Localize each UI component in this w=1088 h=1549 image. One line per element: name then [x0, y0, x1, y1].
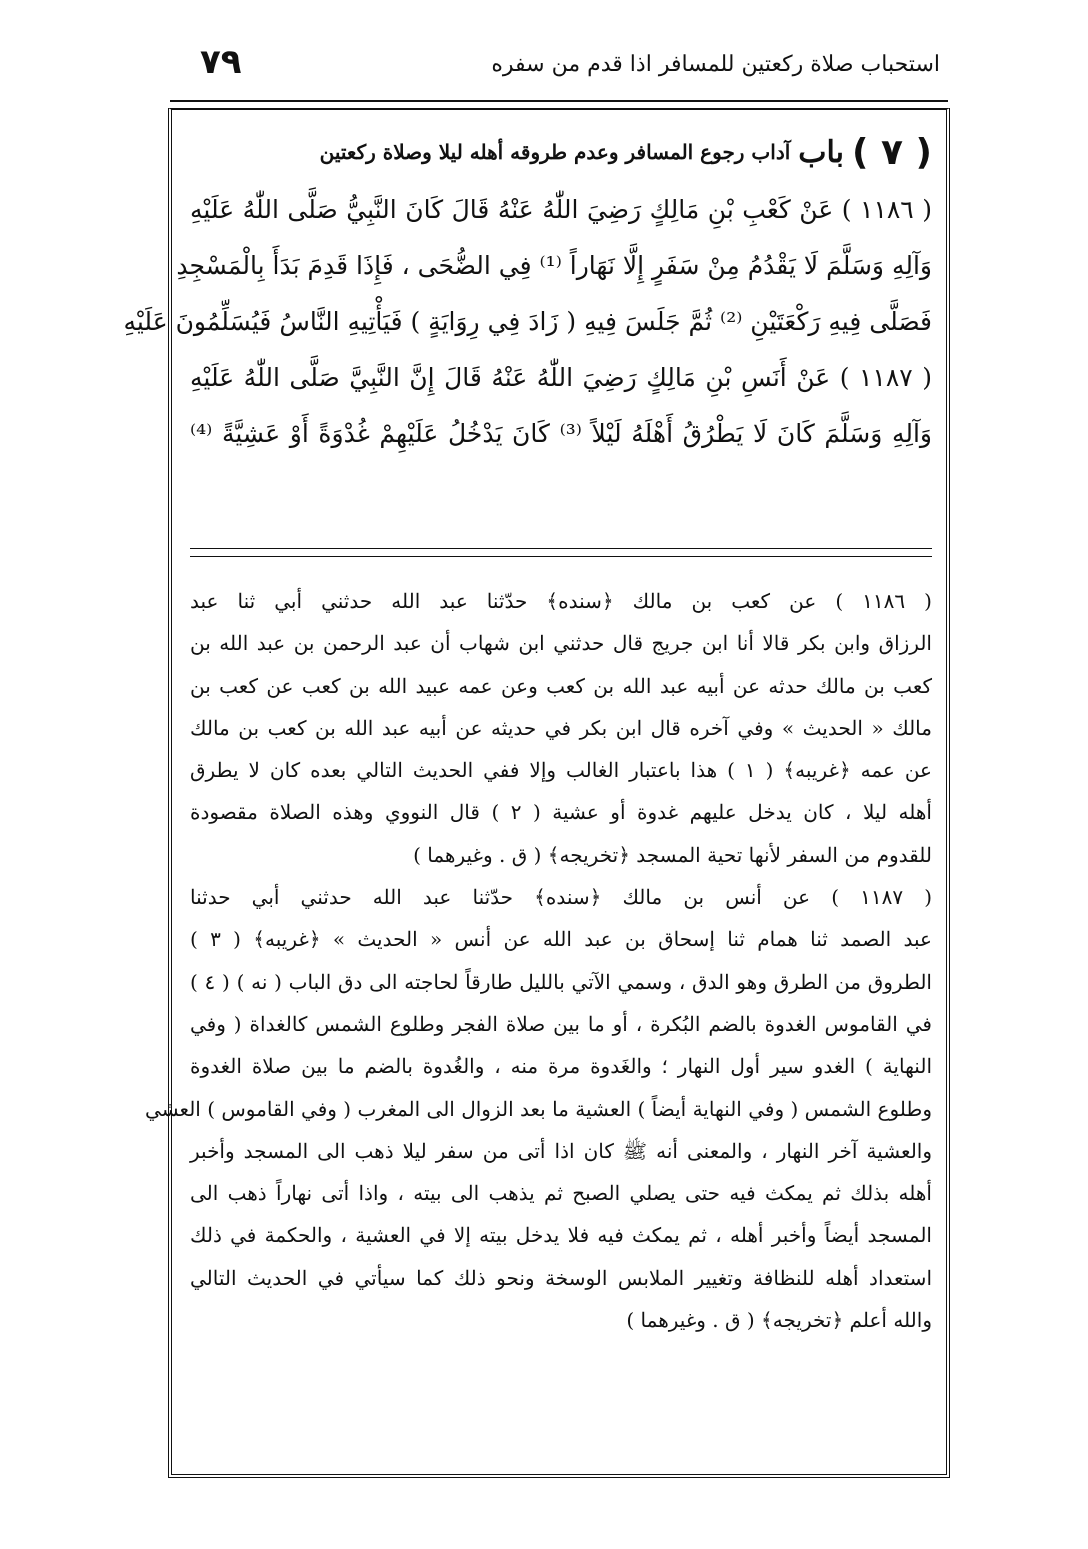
chapter-number: ( ٧ )	[852, 131, 932, 173]
commentary-line: ( ١١٨٧ ) عن أنس بن مالك ﴿سنده﴾ حدّثنا عبد الله حدثني أبي حدثنا	[190, 885, 933, 910]
commentary-line: أهله بذلك ثم يمكث فيه حتى يصلي الصبح ثم يذهب الى بيته ، واذا أتى نهاراً ذهب الى	[190, 1181, 932, 1206]
commentary-block	[145, 580, 933, 1341]
commentary-line: في القاموس الغدوة بالضم البُكرة ، أو ما بين صلاة الفجر وطلوع الشمس كالغداة ( وفي	[190, 1011, 932, 1036]
page-number: ٧٩	[200, 42, 242, 82]
commentary-line: الرزاق وابن بكر قالا أنا ابن جريج قال حدثني ابن شهاب أن عبد الرحمن بن عبد الله بن	[190, 631, 932, 656]
header-rule	[170, 100, 948, 102]
commentary-line: استعداد أهله للنظافة وتغيير الملابس الوسخة ونحو ذلك كما سيأتي في الحديث التالي	[190, 1265, 932, 1290]
section-divider	[190, 556, 932, 557]
commentary-line: والعشية آخر النهار ، والمعنى أنه ﷺ كان اذا أتى من سفر ليلا ذهب الى المسجد وأخبر	[190, 1138, 932, 1163]
hadith-line: وَآلِهِ وَسَلَّمَ لَا يَقْدُمُ مِنْ سَفَرٍ إِلَّا نَهَاراً ⁽¹⁾ فِي الضُّحَى ، فَإِذَا قَدِمَ بَدَأَ بِالْمَسْجِدِ	[176, 251, 932, 280]
commentary-line: عن عمه ﴿غريبه﴾ ( ١ ) هذا باعتبار الغالب وإلا ففي الحديث التالي بعده كان لا يطرق	[190, 758, 932, 783]
commentary-line: للقدوم من السفر لأنها تحية المسجد ﴿تخريجه﴾ ( ق . وغيرهما )	[413, 842, 932, 867]
hadith-line: ( ١١٨٧ ) عَنْ أَنَسِ بْنِ مَالِكٍ رَضِيَ اللّٰهُ عَنْهُ قَالَ إِنَّ النَّبِيَّ صَلَّى اللّٰهُ عَلَيْهِ	[190, 363, 932, 392]
hadith-text-block	[123, 122, 932, 462]
chapter-label: باب	[798, 134, 845, 170]
hadith-line: وَآلِهِ وَسَلَّمَ كَانَ لَا يَطْرُقُ أَهْلَهُ لَيْلاً ⁽³⁾ كَانَ يَدْخُلُ عَلَيْهِمْ غُدْوَةً أَوْ عَشِيَّةً ⁽⁴⁾	[190, 419, 932, 448]
running-title: استحباب صلاة ركعتين للمسافر اذا قدم من سفره	[491, 52, 940, 77]
commentary-line: أهله ليلا ، كان يدخل عليهم غدوة أو عشية ( ٢ ) قال النووي وهذه الصلاة مقصودة	[190, 800, 932, 825]
hadith-line: فَصَلَّى فِيهِ رَكْعَتَيْنِ ⁽²⁾ ثُمَّ جَلَسَ فِيهِ ( زَادَ فِي رِوَايَةٍ ) فَيَأْتِيهِ النَّاسُ فَيُسَلِّمُونَ عَلَيْهِ	[123, 307, 932, 336]
chapter-title: آداب رجوع المسافر وعدم طروقه أهله ليلا وصلاة ركعتين	[319, 140, 791, 164]
commentary-line: الطروق من الطرق وهو الدق ، وسمي الآتي بالليل طارقاً لحاجته الى دق الباب ( نه ) ( ٤ )	[190, 969, 932, 994]
page-header	[200, 42, 940, 102]
commentary-line: عبد الصمد ثنا همام ثنا إسحاق بن عبد الله عن أنس « الحديث » ﴿غريبه﴾ ( ٣ )	[190, 927, 932, 952]
commentary-line: ( ١١٨٦ ) عن كعب بن مالك ﴿سنده﴾ حدّثنا عبد الله حدثني أبي ثنا عبد	[190, 589, 932, 613]
commentary-line: كعب بن مالك حدثه عن أبيه عبد الله بن كعب وعن عمه عبيد الله بن كعب عن كعب بن	[190, 673, 932, 698]
commentary-line: وطلوع الشمس ( وفي النهاية أيضاً ) العشية ما بعد الزوال الى المغرب ( وفي القاموس ) العشي	[145, 1096, 932, 1121]
commentary-line: النهاية ) الغدو سير أول النهار ؛ والغَدوة مرة منه ، والغُدوة بالضم ما بين صلاة الغدوة	[190, 1054, 932, 1079]
commentary-line: مالك « الحديث » وفي آخره قال ابن بكر في حديثه عن أبيه عبد الله بن كعب بن مالك	[190, 715, 932, 740]
commentary-line: والله أعلم ﴿تخريجه﴾ ( ق . وغيرهما )	[626, 1308, 932, 1333]
hadith-line: ( ١١٨٦ ) عَنْ كَعْبِ بْنِ مَالِكٍ رَضِيَ اللّٰهُ عَنْهُ قَالَ كَانَ النَّبِيُّ صَلَّى اللّٰهُ عَلَيْهِ	[190, 195, 932, 224]
commentary-line: المسجد أيضاً وأخبر أهله ، ثم يمكث فيه فلا يدخل بيته إلا في العشية ، والحكمة في ذلك	[190, 1223, 932, 1248]
section-divider	[190, 548, 932, 549]
chapter-heading	[190, 122, 932, 182]
